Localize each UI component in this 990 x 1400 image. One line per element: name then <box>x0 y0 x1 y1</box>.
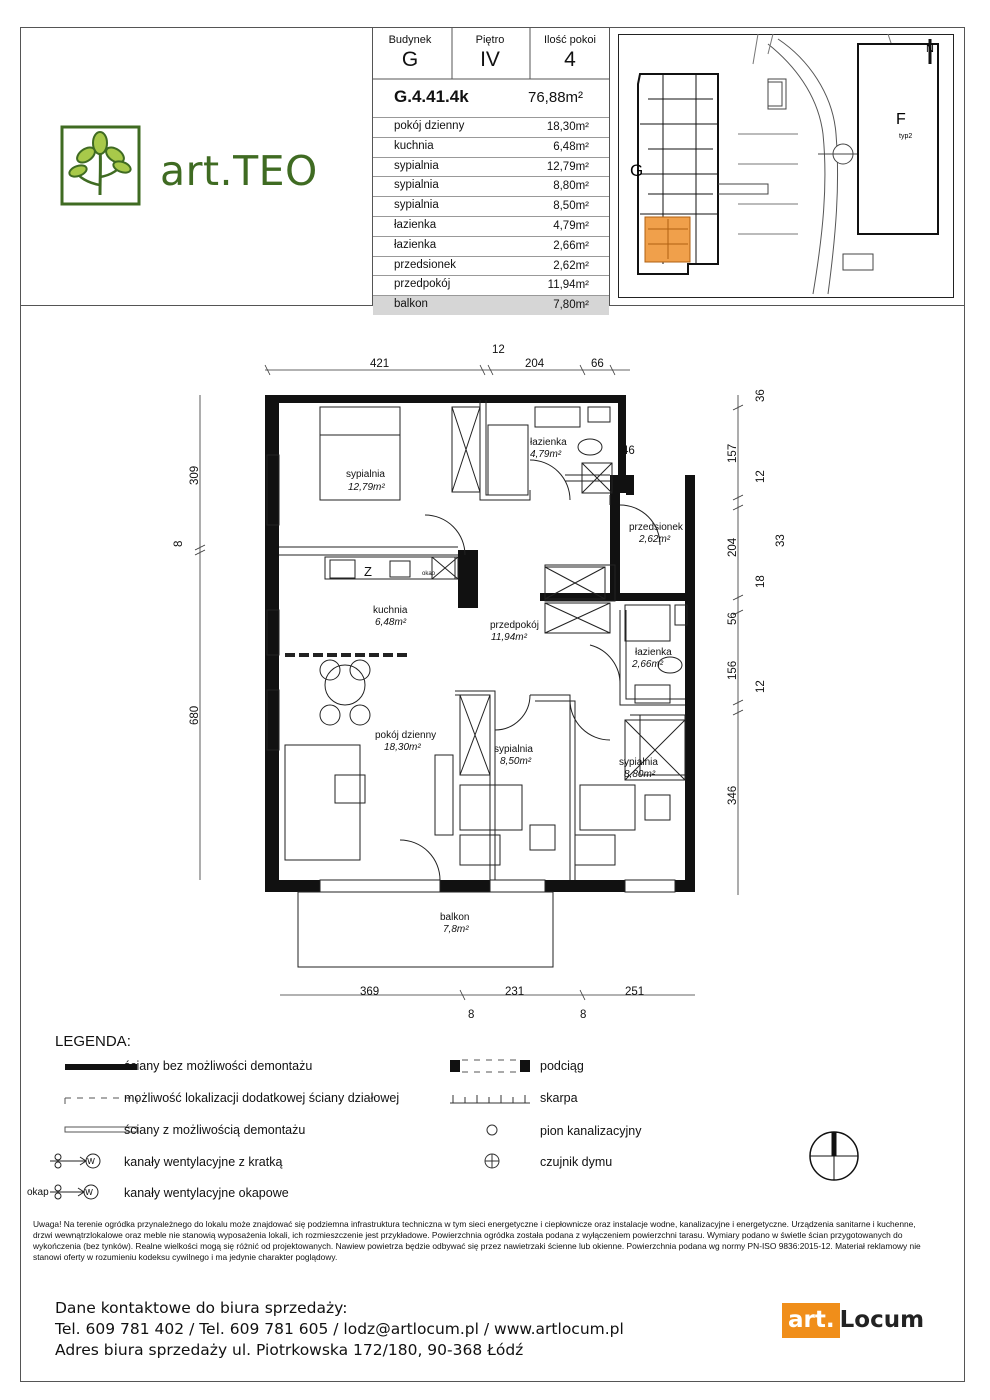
table-row: sypialnia 8,80m² <box>373 176 609 196</box>
site-north: N <box>926 43 934 55</box>
contact-line-2: Tel. 609 781 402 / Tel. 609 781 605 / lodz@artlocum.pl / www.artlocum.pl <box>55 1320 624 1338</box>
dim-inner-46: 46 <box>622 445 635 457</box>
room-label: sypialnia <box>494 744 533 755</box>
room-label: sypialnia <box>619 757 658 768</box>
dim-right-9: 12 <box>755 680 767 693</box>
building-label: Budynek <box>388 34 432 46</box>
dim-top-1: 421 <box>370 358 390 370</box>
hood-label: okap <box>422 571 436 577</box>
svg-text:W: W <box>85 1188 93 1197</box>
dim-right-6: 18 <box>755 575 767 588</box>
brand-name: art.TEO <box>160 147 318 195</box>
table-row: pokój dzienny 18,30m² <box>373 117 609 137</box>
room-label: balkon <box>440 912 470 923</box>
site-building-g: G <box>630 161 644 180</box>
room-label: przedpokój <box>490 620 539 631</box>
dim-right-5: 33 <box>775 534 787 547</box>
table-row: sypialnia 12,79m² <box>373 157 609 177</box>
legend-item: kanały wentylacyjne z kratką <box>124 1155 283 1169</box>
room-area: 2,62m² <box>639 534 671 545</box>
legend-title: LEGENDA: <box>55 1033 131 1050</box>
dim-bottom-4: 8 <box>468 1009 475 1021</box>
site-building-f-type: typ2 <box>899 133 913 140</box>
dim-bottom-3: 251 <box>625 986 645 998</box>
room-area: 2,66m² <box>632 659 664 670</box>
legend-item: czujnik dymu <box>540 1155 613 1169</box>
legend-item: kanały wentylacyjne okapowe <box>124 1186 289 1200</box>
apartment-total-area: 76,88m² <box>528 89 584 106</box>
dim-top-3: 204 <box>525 358 545 370</box>
table-row: sypialnia 8,50m² <box>373 196 609 216</box>
legend-okap-prefix: okap <box>27 1187 49 1198</box>
fridge-label: Z <box>364 564 372 579</box>
legend-item: pion kanalizacyjny <box>540 1124 642 1138</box>
svg-text:W: W <box>87 1157 95 1166</box>
legend-item: podciąg <box>540 1059 584 1073</box>
compass-icon <box>808 1130 860 1182</box>
floor-label: Piętro <box>475 34 505 46</box>
legend-item: skarpa <box>540 1091 578 1105</box>
dim-bottom-5: 8 <box>580 1009 587 1021</box>
building-value: G <box>401 48 419 71</box>
room-area: 8,50m² <box>500 756 532 767</box>
site-building-f: F <box>896 111 906 128</box>
contact-line-1: Dane kontaktowe do biura sprzedaży: <box>55 1299 348 1317</box>
room-area: 18,30m² <box>384 742 421 753</box>
legend-item: ściany z możliwością demontażu <box>124 1123 306 1137</box>
table-row: łazienka 4,79m² <box>373 216 609 236</box>
room-area-table <box>373 117 609 315</box>
room-area: 7,8m² <box>443 924 469 935</box>
dim-left-2: 8 <box>173 540 185 547</box>
floor-value: IV <box>480 48 500 71</box>
table-row: balkon 7,80m² <box>373 295 609 315</box>
floor-plan <box>170 335 787 1035</box>
legend-item: możliwość lokalizacji dodatkowej ściany działowej <box>124 1091 400 1105</box>
contact-info <box>55 1298 624 1361</box>
dim-bottom-1: 369 <box>360 986 380 998</box>
room-label: łazienka <box>530 437 567 448</box>
dim-right-4: 204 <box>727 537 739 557</box>
table-row: kuchnia 6,48m² <box>373 137 609 157</box>
artlocum-logo-part2: Locum <box>839 1307 925 1333</box>
dim-right-10: 346 <box>727 785 739 805</box>
room-label: przedsionek <box>629 522 683 533</box>
dim-right-3: 12 <box>755 470 767 483</box>
rooms-value: 4 <box>564 48 576 71</box>
artlocum-logo <box>782 1303 924 1338</box>
site-map <box>618 34 954 298</box>
dim-top-2: 12 <box>492 344 505 356</box>
room-area: 4,79m² <box>530 449 562 460</box>
table-row: przedpokój 11,94m² <box>373 275 609 295</box>
disclaimer-note: Uwaga! Na terenie ogródka przynależnego do lokalu może znajdować się podziemna infrastruktura techniczna w tym sieci energetyczne i ciepłownicze oraz instalacje wodne, kanalizacyjne i energetyczne. Urządzenia sanitarne i kuchenne, drzwi wewnątrzlokalowe oraz meble nie stanowią wyposażenia lokali, ich rozmieszczenie jest przykładowe. Powierzchnia ogródka została podana z wyłączeniem powierzchni tarasu. Wymiary podano w świetle ścian przygotowanych do wykończenia (bez tynków). Realne wielkości mogą się różnić od projektowanych. Nawiew powietrza będzie odbywać się przez nawietrzaki ścienne lub okienne. Powierzchnia podana wg normy PN-ISO 9836:2015-12. Materiał reklamowy nie stanowi oferty w rozumieniu kodeksu cywilnego i ma jedynie charakter poglądowy. <box>33 1219 921 1262</box>
dim-right-2: 157 <box>727 443 739 463</box>
apartment-code: G.4.41.4k <box>394 87 469 106</box>
room-area: 11,94m² <box>491 632 527 643</box>
room-label: sypialnia <box>346 469 385 480</box>
dim-right-7: 56 <box>727 612 739 625</box>
table-row: przedsionek 2,62m² <box>373 256 609 276</box>
dim-top-4: 66 <box>591 358 604 370</box>
room-label: kuchnia <box>373 605 408 616</box>
room-label: pokój dzienny <box>375 730 437 741</box>
room-area: 8,80m² <box>624 769 656 780</box>
dim-bottom-2: 231 <box>505 986 525 998</box>
room-area: 6,48m² <box>375 617 407 628</box>
dim-right-8: 156 <box>727 660 739 680</box>
artlocum-logo-part1: art. <box>782 1303 840 1338</box>
legend-item: ściany bez możliwości demontażu <box>124 1059 313 1073</box>
dim-right-1: 36 <box>755 389 767 402</box>
room-area: 12,79m² <box>348 482 385 493</box>
room-label: łazienka <box>635 647 672 658</box>
dim-left-1: 309 <box>189 465 201 485</box>
dim-left-3: 680 <box>189 705 201 725</box>
contact-line-3: Adres biura sprzedaży ul. Piotrkowska 172/180, 90-368 Łódź <box>55 1341 524 1359</box>
rooms-label: Ilość pokoi <box>544 34 596 46</box>
table-row: łazienka 2,66m² <box>373 236 609 256</box>
